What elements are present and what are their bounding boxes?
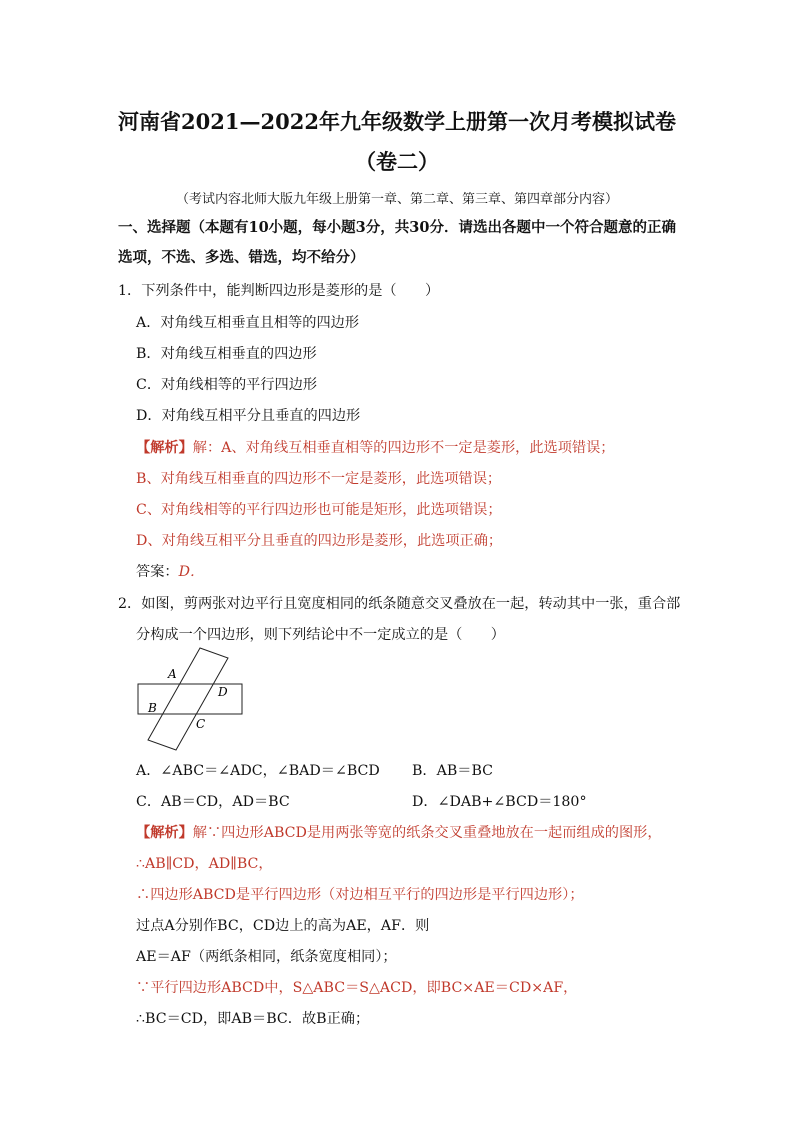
answer-label: 答案： [136, 564, 179, 580]
label-d: D [218, 685, 228, 699]
q2-option-c: C．AB＝CD，AD＝BC [136, 794, 290, 810]
q1-analysis-line1 [136, 437, 614, 457]
q2-option-d: D．∠DAB+∠BCD＝180° [412, 794, 587, 810]
q1-stem: 1．下列条件中，能判断四边形是菱形的是（ ） [118, 283, 440, 299]
page-title: 河南省2021—2022年九年级数学上册第一次月考模拟试卷 [118, 109, 676, 134]
analysis-tag: 【解析】 [136, 825, 193, 841]
label-c: C [196, 717, 206, 731]
q2-option-a: A．∠ABC＝∠ADC，∠BAD＝∠BCD [136, 763, 380, 779]
label-a: A [168, 667, 177, 681]
q1-analysis-line3: C、对角线相等的平行四边形也可能是矩形，此选项错误； [136, 502, 502, 518]
analysis-tag: 【解析】 [136, 440, 193, 456]
q1-answer [136, 561, 204, 581]
q2-analysis-line4: 过点A分别作BC，CD边上的高为AE，AF．则 [136, 918, 430, 934]
q2-stem-line1: 2．如图，剪两张对边平行且宽度相同的纸条随意交叉叠放在一起，转动其中一张，重合部 [118, 596, 681, 612]
q2-analysis-line2: ∴AB∥CD，AD∥BC， [136, 856, 273, 872]
exam-scope: （考试内容北师大版九年级上册第一章、第二章、第三章、第四章部分内容） [175, 192, 618, 207]
q1-analysis-line4: D、对角线互相平分且垂直的四边形是菱形，此选项正确； [136, 533, 503, 549]
page-subtitle: （卷二） [355, 149, 439, 174]
q1-option-b: B．对角线互相垂直的四边形 [136, 346, 317, 362]
q2-analysis-line5: AE＝AF（两纸条相同，纸条宽度相同）； [136, 949, 397, 965]
q2-analysis-line6: ∵平行四边形ABCD中，S△ABC＝S△ACD，即BC×AE＝CD×AF， [136, 980, 578, 996]
q2-analysis-line1 [136, 822, 662, 842]
q2-stem-line2: 分构成一个四边形，则下列结论中不一定成立的是（ ） [136, 627, 505, 643]
q2-option-b: B．AB＝BC [412, 763, 494, 779]
paper-strips-figure [130, 642, 260, 754]
q1-option-a: A．对角线互相垂直且相等的四边形 [136, 315, 360, 331]
answer-value: D． [178, 564, 205, 580]
q1-option-c: C．对角线相等的平行四边形 [136, 377, 318, 393]
section-heading-line2: 选项，不选、多选、错选，均不给分） [118, 249, 365, 266]
slanted-strip [148, 648, 228, 750]
q1-analysis-text: 解：A、对角线互相垂直相等的四边形不一定是菱形，此选项错误； [192, 440, 615, 456]
q1-analysis-line2: B、对角线互相垂直的四边形不一定是菱形，此选项错误； [136, 471, 502, 487]
q2-analysis-line3: ∴四边形ABCD是平行四边形（对边相互平行的四边形是平行四边形）； [136, 887, 584, 903]
q1-option-d: D．对角线互相平分且垂直的四边形 [136, 408, 361, 424]
section-heading-line1: 一、选择题（本题有10小题，每小题3分，共30分．请选出各题中一个符合题意的正确 [118, 219, 676, 236]
q2-analysis-line7: ∴BC＝CD，即AB＝BC．故B正确； [136, 1011, 370, 1027]
label-b: B [148, 701, 157, 715]
q2-analysis-text: 解∵四边形ABCD是用两张等宽的纸条交叉重叠地放在一起而组成的图形， [192, 825, 662, 841]
